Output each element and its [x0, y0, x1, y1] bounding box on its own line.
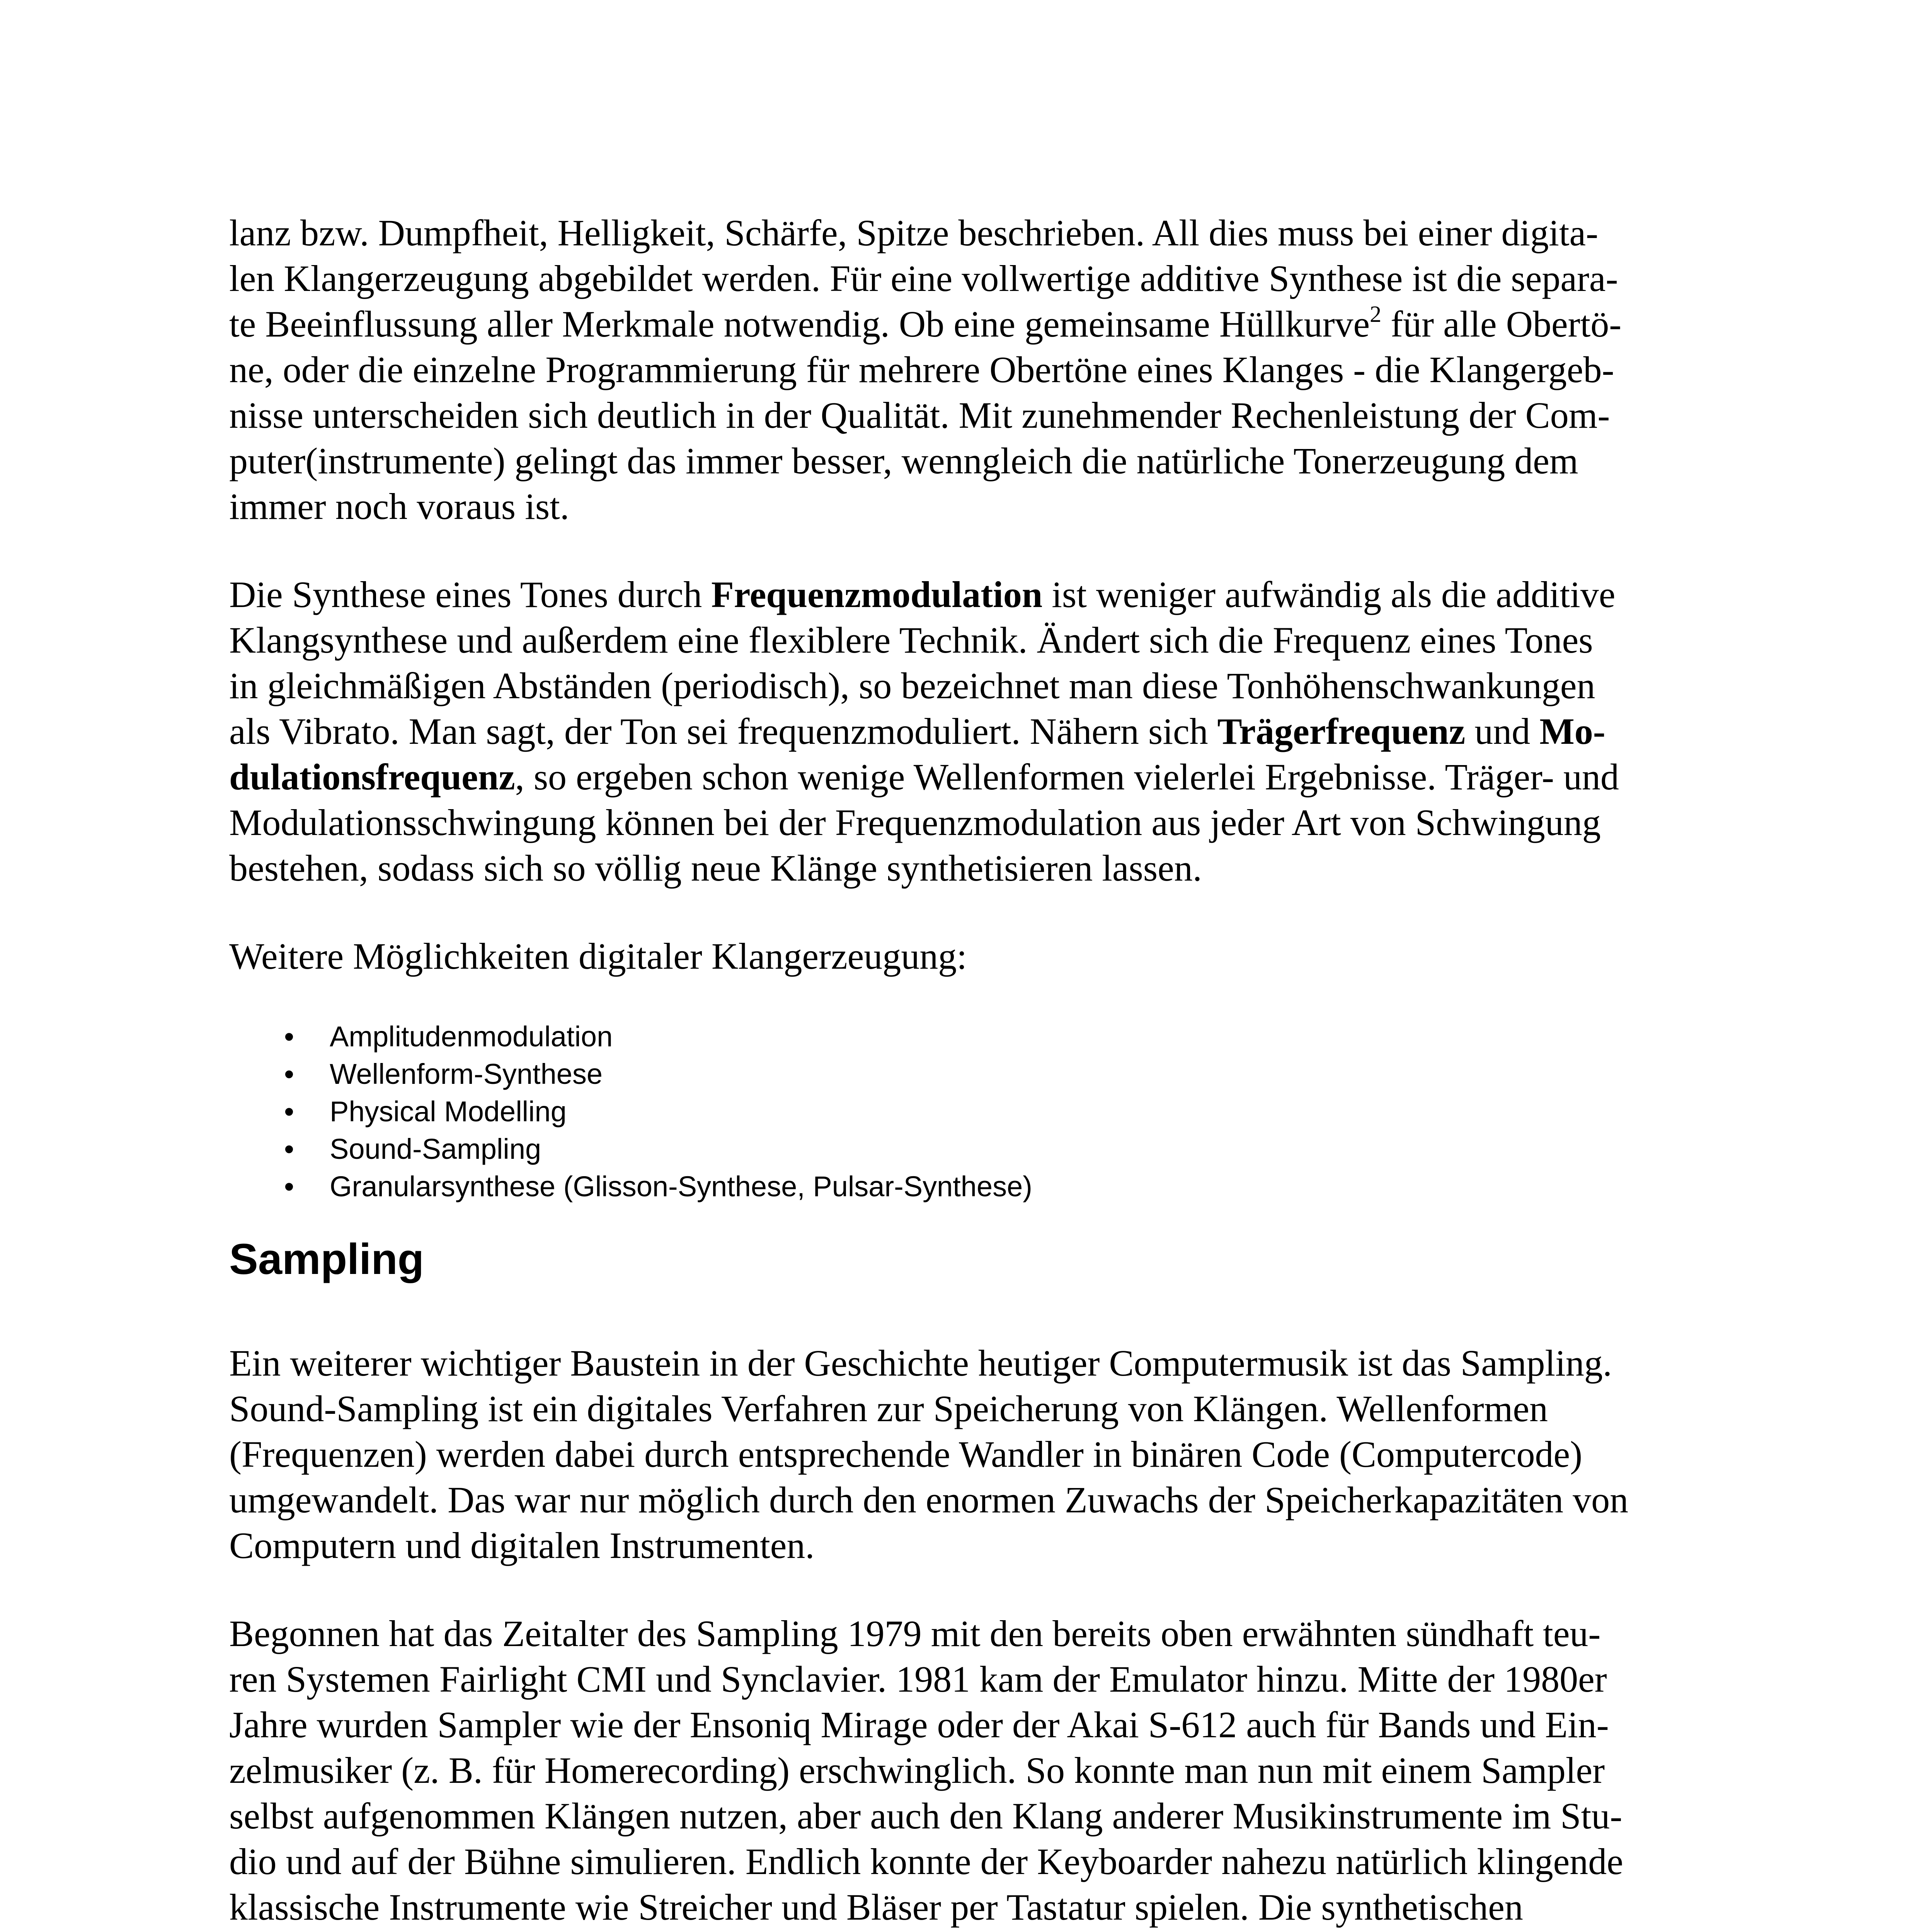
text-line: Computern und digitalen Instrumenten.	[229, 1525, 815, 1566]
section-heading: Sampling	[229, 1235, 424, 1283]
text-line: zelmusiker (z. B. für Homerecording) erschwinglich. So konnte man nun mit einem Sampler	[229, 1750, 1605, 1791]
text-run: te Beeinflussung aller Merkmale notwendig. Ob eine gemeinsame Hüllkurve	[229, 303, 1370, 345]
paragraph-sampling-intro	[229, 1340, 1706, 1568]
text-line: Modulationsschwingung können bei der Frequenzmodulation aus jeder Art von Schwingung	[229, 802, 1601, 843]
text-line: ren Systemen Fairlight CMI und Synclavier. 1981 kam der Emulator hinzu. Mitte der 1980er	[229, 1658, 1607, 1700]
text-run: Die Synthese eines Tones durch	[229, 574, 712, 615]
footnote-reference[interactable]: 2	[1370, 301, 1382, 327]
bullet-icon: •	[284, 1133, 294, 1165]
list-item	[284, 1168, 1706, 1205]
text-line: Klangsynthese und außerdem eine flexiblere Technik. Ändert sich die Frequenz eines Tones	[229, 619, 1593, 661]
list-item	[284, 1130, 1706, 1168]
text-line: nisse unterscheiden sich deutlich in der Qualität. Mit zunehmender Rechenleistung der Com-	[229, 395, 1610, 436]
text-line: in gleichmäßigen Abständen (periodisch), so bezeichnet man diese Tonhöhenschwankungen	[229, 665, 1595, 706]
bullet-icon: •	[284, 1058, 294, 1090]
bullet-icon: •	[284, 1095, 294, 1128]
text-line	[229, 709, 1706, 754]
text-run: ist weniger aufwändig als die additive	[1042, 574, 1616, 615]
text-line	[229, 1930, 1706, 1932]
bold-term: Mo-	[1539, 711, 1605, 752]
text-line	[229, 572, 1706, 617]
text-line: puter(instrumente) gelingt das immer besser, wenngleich die natürliche Tonerzeugung dem	[229, 440, 1578, 481]
list-item-label: Granularsynthese (Glisson-Synthese, Pulsar-Synthese)	[330, 1170, 1032, 1202]
text-run: als Vibrato. Man sagt, der Ton sei frequenzmoduliert. Nähern sich	[229, 711, 1217, 752]
document-page	[229, 210, 1706, 1932]
text-line: klassische Instrumente wie Streicher und Bläser per Tastatur spielen. Die synthetischen	[229, 1886, 1523, 1928]
text-line: Sound-Sampling ist ein digitales Verfahren zur Speicherung von Klängen. Wellenformen	[229, 1388, 1548, 1429]
text-line	[229, 301, 1706, 347]
list-item-label: Amplitudenmodulation	[330, 1020, 613, 1053]
text-run: für alle Obertö-	[1381, 303, 1622, 345]
list-item	[284, 1055, 1706, 1093]
list-item	[284, 1018, 1706, 1055]
paragraph-frequency-modulation	[229, 572, 1706, 891]
list-item-label: Sound-Sampling	[330, 1133, 541, 1165]
text-line: Ein weiterer wichtiger Baustein in der Geschichte heutiger Computermusik ist das Sampling.	[229, 1342, 1612, 1384]
text-line: len Klangerzeugung abgebildet werden. Für eine vollwertige additive Synthese ist die separa-	[229, 258, 1618, 299]
list-item-label: Physical Modelling	[330, 1095, 567, 1128]
text-run: , so ergeben schon wenige Wellenformen vielerlei Ergebnisse. Träger- und	[515, 756, 1619, 798]
text-line: lanz bzw. Dumpfheit, Helligkeit, Schärfe, Spitze beschrieben. All dies muss bei einer digita-	[229, 212, 1599, 253]
list-item	[284, 1093, 1706, 1130]
text-line: dio und auf der Bühne simulieren. Endlich konnte der Keyboarder nahezu natürlich klingende	[229, 1841, 1623, 1882]
paragraph-sampling-history	[229, 1611, 1706, 1932]
synthesis-methods-list	[229, 1018, 1706, 1205]
text-run: und	[1465, 711, 1540, 752]
text-line: ne, oder die einzelne Programmierung für mehrere Obertöne eines Klanges - die Klangergeb-	[229, 349, 1614, 390]
text-line	[229, 754, 1706, 800]
list-item-label: Wellenform-Synthese	[330, 1058, 603, 1090]
text-line: (Frequenzen) werden dabei durch entsprechende Wandler in binären Code (Computercode)	[229, 1434, 1583, 1475]
bullet-icon: •	[284, 1170, 294, 1202]
paragraph-list-intro	[229, 934, 1706, 979]
text-line: Weitere Möglichkeiten digitaler Klangerzeugung:	[229, 935, 967, 977]
text-line: umgewandelt. Das war nur möglich durch den enormen Zuwachs der Speicherkapazitäten von	[229, 1479, 1629, 1520]
text-line: selbst aufgenommen Klängen nutzen, aber auch den Klang anderer Musikinstrumente im Stu-	[229, 1795, 1622, 1837]
bullet-icon: •	[284, 1020, 294, 1053]
text-line: immer noch voraus ist.	[229, 486, 569, 527]
bold-term: Frequenzmodulation	[711, 574, 1043, 615]
bold-term: Trägerfrequenz	[1217, 711, 1466, 752]
text-line: bestehen, sodass sich so völlig neue Klänge synthetisieren lassen.	[229, 847, 1202, 889]
bold-term: dulationsfrequenz	[229, 756, 515, 798]
text-line: Jahre wurden Sampler wie der Ensoniq Mirage oder der Akai S-612 auch für Bands und Ein-	[229, 1704, 1609, 1745]
text-line: Begonnen hat das Zeitalter des Sampling 1979 mit den bereits oben erwähnten sündhaft teu-	[229, 1613, 1601, 1654]
paragraph-additive-synthesis	[229, 210, 1706, 529]
